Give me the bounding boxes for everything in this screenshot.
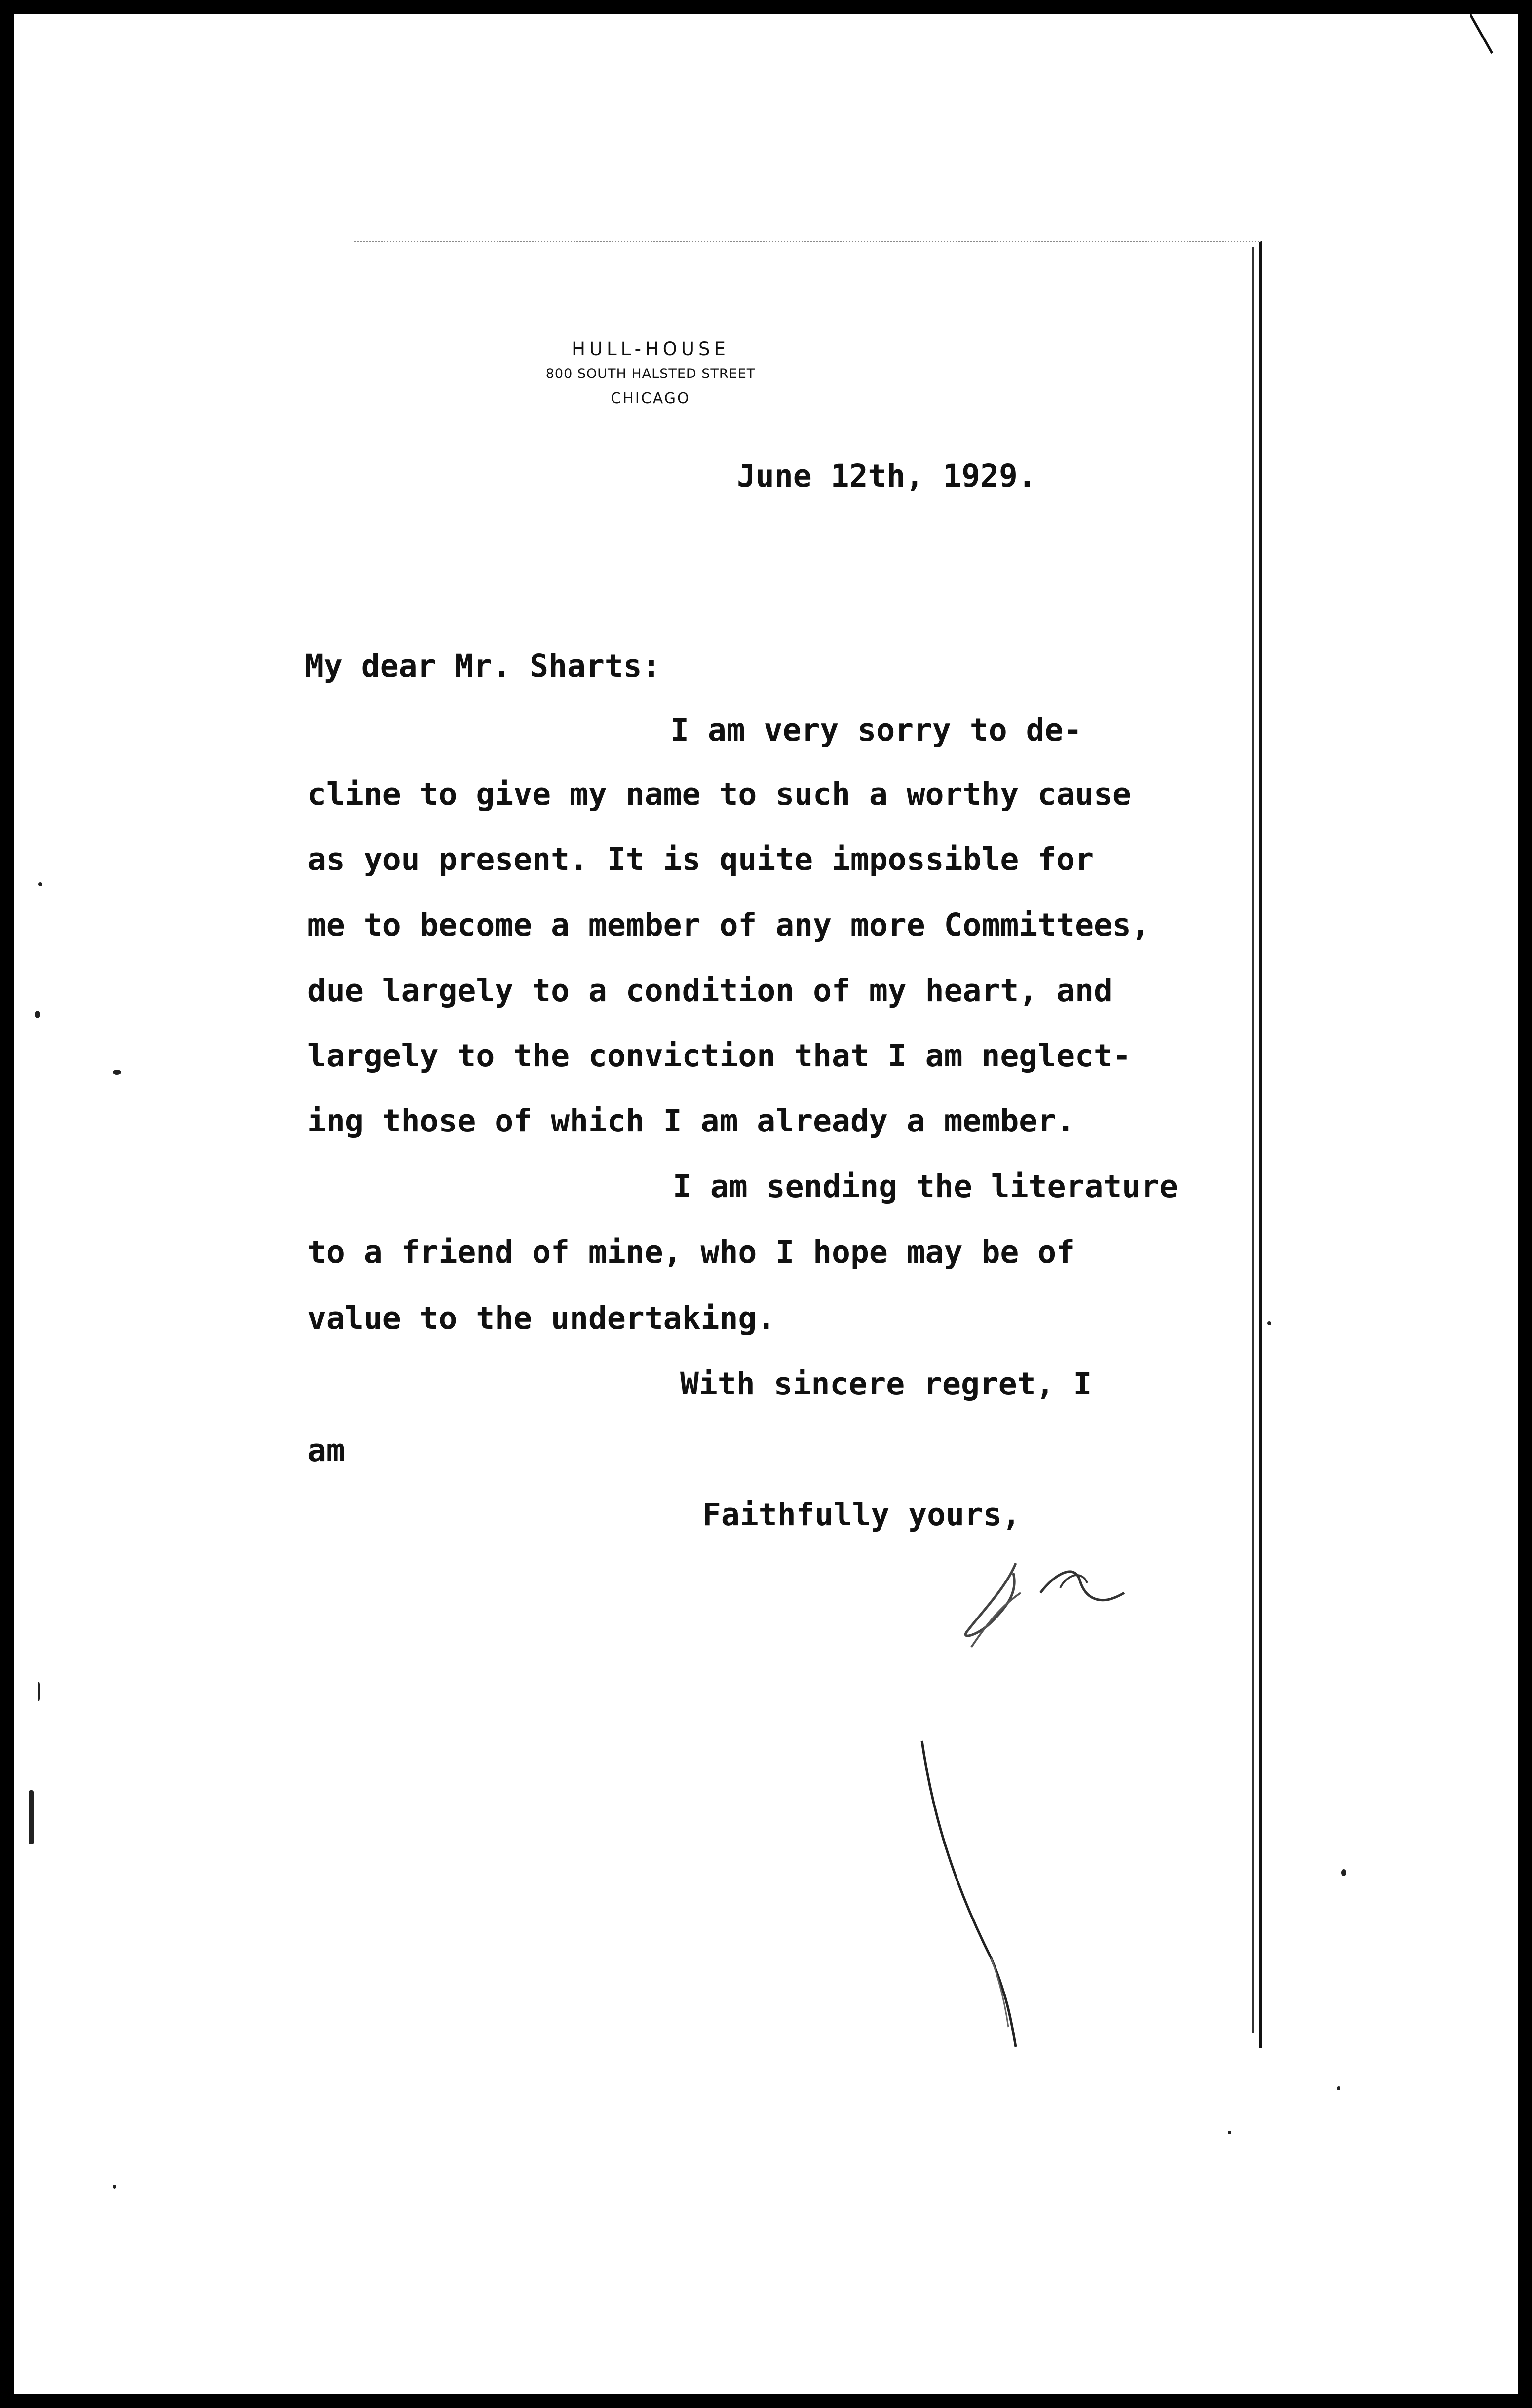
body-line: am [307, 1432, 345, 1468]
letterhead-organization: HULL-HOUSE [572, 339, 729, 360]
body-line: largely to the conviction that I am neglect- [307, 1038, 1131, 1074]
body-line: to a friend of mine, who I hope may be of [307, 1234, 1075, 1270]
scan-speck [35, 1011, 40, 1018]
letterhead-city: CHICAGO [611, 390, 690, 407]
body-line: ing those of which I am already a member. [307, 1103, 1075, 1139]
letterhead [539, 337, 762, 411]
scan-speck [38, 882, 42, 886]
body-line: as you present. It is quite impossible for [307, 841, 1094, 877]
closing: Faithfully yours, [702, 1497, 1021, 1533]
corner-mark [1470, 14, 1499, 58]
body-line: With sincere regret, I [680, 1366, 1092, 1402]
scan-speck [1267, 1321, 1271, 1325]
scan-speck [38, 1682, 40, 1701]
letter-date: June 12th, 1929. [737, 458, 1036, 494]
handwritten-signature [892, 1534, 1208, 2067]
scan-speck [1228, 2131, 1231, 2134]
scan-speck [1341, 1869, 1346, 1876]
body-line: I am sending the literature [673, 1168, 1179, 1204]
letterhead-street: 800 SOUTH HALSTED STREET [545, 366, 756, 381]
body-line: I am very sorry to de- [670, 712, 1082, 748]
body-line: me to become a member of any more Committees, [307, 907, 1150, 943]
scanned-page [14, 14, 1518, 2394]
body-line: due largely to a condition of my heart, and [307, 973, 1112, 1009]
scan-speck [113, 2185, 116, 2189]
scan-speck [113, 1070, 121, 1075]
scan-speck [1337, 2086, 1340, 2090]
binding-mark [29, 1790, 34, 1844]
body-line: value to the undertaking. [307, 1300, 776, 1336]
body-line: cline to give my name to such a worthy cause [307, 776, 1131, 812]
salutation: My dear Mr. Sharts: [305, 648, 661, 684]
